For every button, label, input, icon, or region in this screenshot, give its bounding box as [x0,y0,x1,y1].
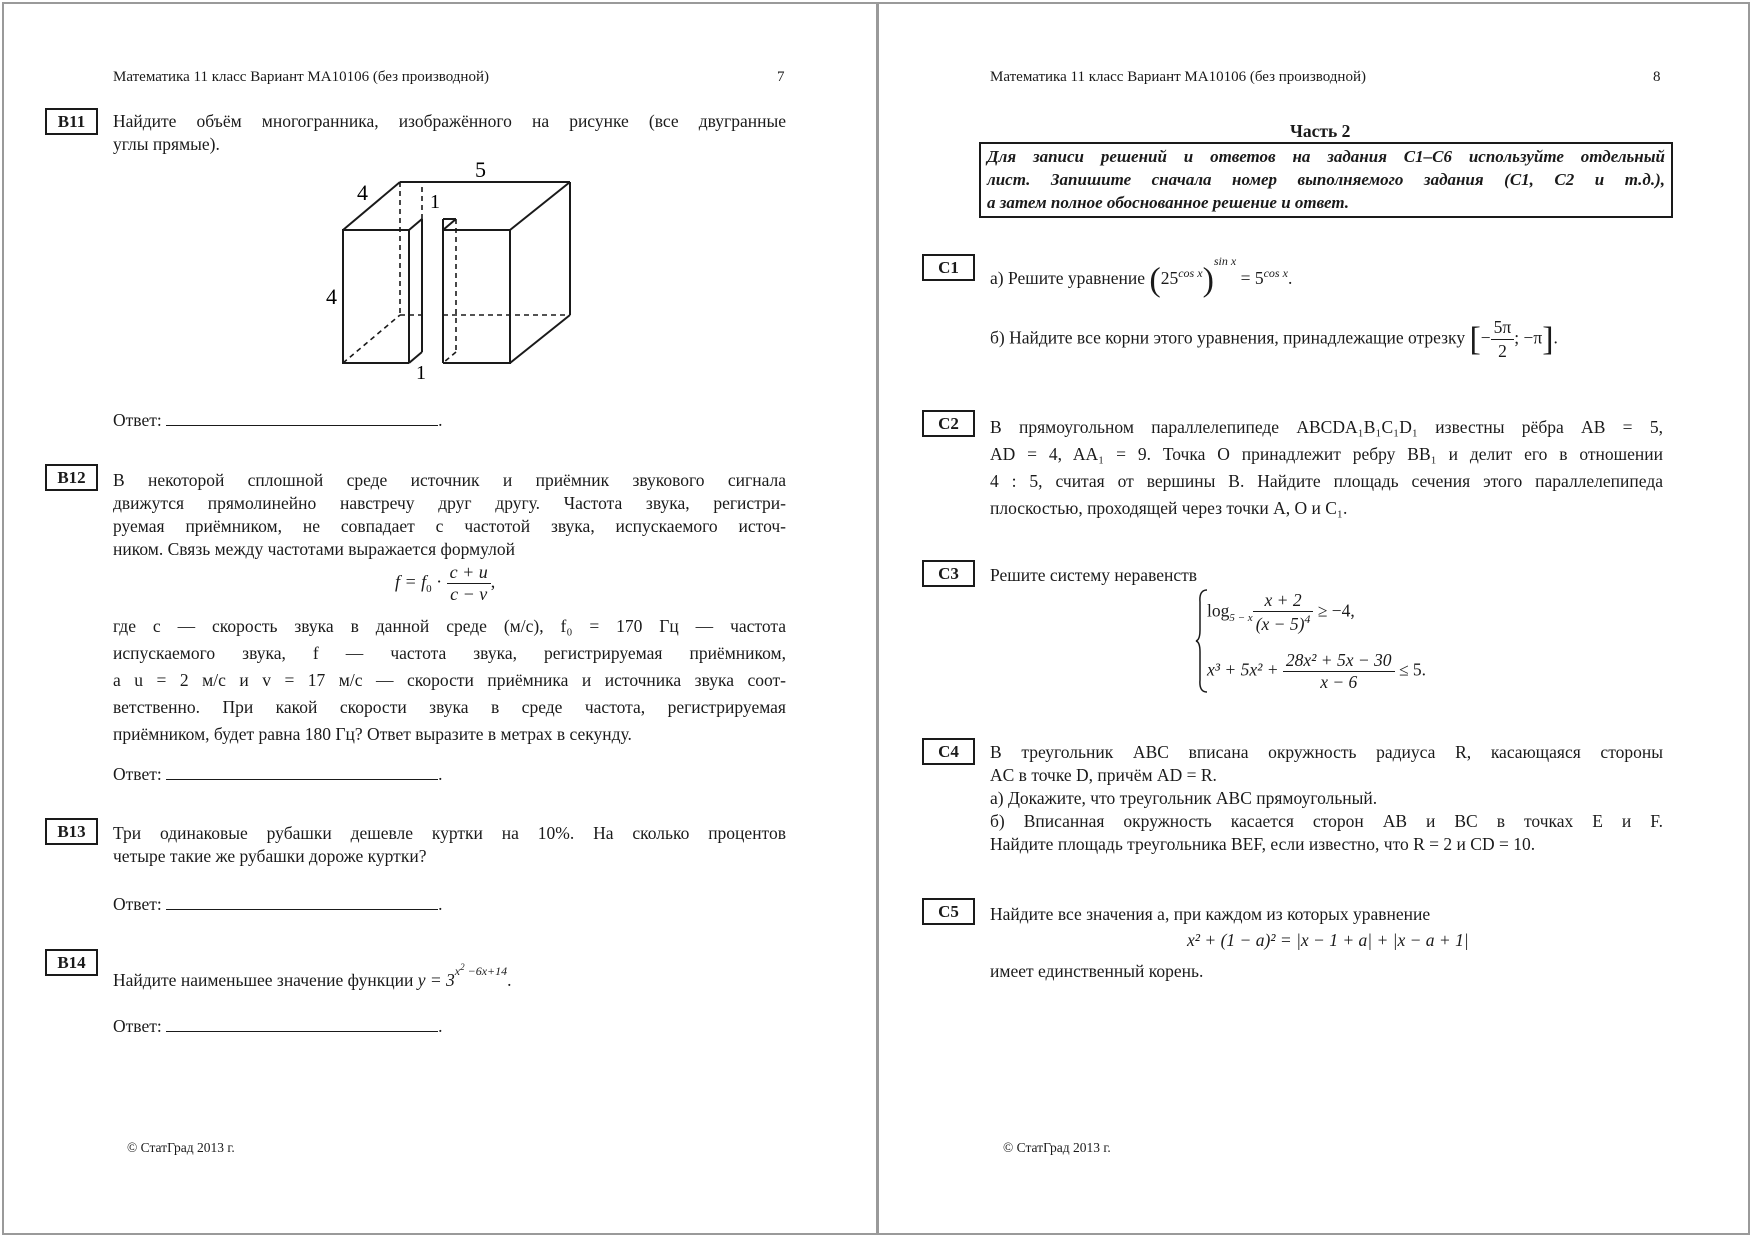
answer-dot: . [438,1016,443,1036]
c1-eq-exp: cos x [1178,266,1203,280]
c1-paren-open: ( [1149,261,1161,299]
task-label-c4: С4 [922,738,975,765]
c2-line3: 4 : 5, считая от вершины B. Найдите площадь сечения этого параллелепипеда [990,471,1663,491]
task-label-b12: B12 [45,464,98,491]
formula-fraction [447,562,491,605]
b11-text-line1: Найдите объём многогранника, изображённого на рисунке (все двугранные [113,111,786,131]
c3-inequality-2 [1207,650,1426,693]
b14-exp-c: −6x+14 [464,964,508,978]
b12-answer [113,764,442,785]
c1-part-b [990,316,1558,363]
task-label-b13: B13 [45,818,98,845]
b12-formula [395,562,495,605]
c3-log: log [1207,600,1230,621]
c1-eq-base: 25 [1160,267,1179,288]
c1-seg-minus: − [1480,327,1491,348]
b11-text-line2: углы прямые). [113,134,220,154]
c3-den-1: (x − 5) [1255,613,1305,634]
task-label-b11: B11 [45,108,98,135]
b12-line2: движутся прямолинейно навстречу друг другу. Частота звука, регистри- [113,493,786,513]
c1-eq-outer-exp: sin x [1213,254,1237,268]
c3-den-1-exp: 4 [1304,612,1311,626]
front-left-block [343,230,409,363]
c3-text: Решите систему неравенств [990,565,1198,585]
left-page-header: Математика 11 класс Вариант МА10106 (без производной) [113,69,489,85]
answer-line[interactable] [166,412,438,426]
b12-line3: руемая приёмником, не совпадает с частотой звука, испускаемого источ- [113,516,786,536]
c1-seg-end: . [1553,327,1558,348]
c5-line1: Найдите все значения a, при каждом из которых уравнение [990,904,1431,924]
c3-log-base: 5 − x [1229,611,1253,624]
c1-bracket-open: [ [1469,321,1481,358]
right-page-header: Математика 11 класс Вариант МА10106 (без производной) [990,69,1366,85]
front-right-block [443,230,510,363]
c3-rhs-2: ≤ 5. [1394,659,1427,680]
formula-dot: · [431,571,447,592]
instruction-line2: лист. Запишите сначала номер выполняемого задания (С1, С2 и т.д.), [987,170,1665,189]
b11-answer [113,410,442,431]
formula-end: , [490,571,496,592]
c5-line3: имеет единственный корень. [990,961,1204,981]
b13-line1: Три одинаковые рубашки дешевле куртки на 10%. На сколько процентов [113,823,786,843]
answer-label: Ответ: [113,1016,162,1036]
b14-text [113,960,786,992]
task-label-c1: С1 [922,254,975,281]
part-title: Часть 2 [1290,121,1351,141]
c4-line5: Найдите площадь треугольника BEF, если известно, что R = 2 и CD = 10. [990,834,1536,854]
b12-line7: а u = 2 м/с и v = 17 м/с — скорости приёмника и источника звука соот- [113,670,786,690]
c1-part-a [990,254,1293,299]
answer-line[interactable] [166,896,438,910]
c1-seg-fraction [1491,316,1515,363]
task-label-c3: С3 [922,560,975,587]
formula-lhs: f = f [395,571,427,592]
c1-eq-end: . [1287,267,1293,288]
formula-den: c − v [450,584,488,604]
c2-line2: AD = 4, AA₁ = 9. Точка O принадлежит ребру BB₁ и делит его в отношении [990,444,1663,464]
b12-line9: приёмником, будет равна 180 Гц? Ответ выразите в метрах в секунду. [113,724,632,744]
formula-num: c + u [447,562,491,584]
c3-num-2: 28x² + 5x − 30 [1283,650,1395,672]
c1-part-b-text: б) Найдите все корни этого уравнения, принадлежащие отрезку [990,327,1470,348]
right-page-footer: © СтатГрад 2013 г. [1003,1140,1111,1155]
c1-seg-rest: ; −π [1514,327,1543,348]
answer-label: Ответ: [113,410,162,430]
answer-dot: . [438,894,443,914]
task-label-b14: B14 [45,949,98,976]
c3-inequality-1 [1207,590,1355,635]
task-label-c2: С2 [922,410,975,437]
left-page-number: 7 [777,69,785,85]
b12-line5: где c — скорость звука в данной среде (м/с), f₀ = 170 Гц — частота [113,616,786,636]
b12-line1: В некоторой сплошной среде источник и приёмник звукового сигнала [113,470,786,490]
b13-text [113,822,786,868]
c3-rhs-1: ≥ −4, [1313,600,1355,621]
b12-line8: ветственно. При какой скорости звука в среде частота, регистрируемая [113,697,786,717]
task-label-c5: С5 [922,898,975,925]
b14-end: . [507,969,512,990]
c2-text [990,414,1663,522]
b14-answer [113,1016,442,1037]
c1-seg-den: 2 [1498,341,1507,361]
b13-answer [113,894,442,915]
c4-line4: б) Вписанная окружность касается сторон AB и BC в точках E и F. [990,811,1663,831]
figure-label-top-length: 5 [475,157,486,182]
c3-den-2: x − 6 [1320,672,1358,692]
polyhedron-figure [320,155,590,380]
c3-fraction-2 [1283,650,1395,693]
b12-line4: ником. Связь между частотами выражается формулой [113,539,515,559]
c1-paren-close: ) [1202,261,1214,299]
right-page-number: 8 [1653,69,1661,85]
b11-text [113,110,786,156]
answer-line[interactable] [166,766,438,780]
c1-bracket-close: ] [1542,321,1554,358]
answer-line[interactable] [166,1018,438,1032]
answer-label: Ответ: [113,894,162,914]
c2-line4: плоскостью, проходящей через точки A, O и C₁. [990,498,1348,518]
b12-line6: испускаемого звука, f — частота звука, регистрируемая приёмником, [113,643,786,663]
figure-label-gap-top: 1 [430,191,440,213]
figure-label-gap-bottom: 1 [416,362,426,380]
figure-label-height: 4 [326,284,337,309]
b12-text-cont [113,613,786,748]
c1-eq-rhs: = 5 [1236,267,1264,288]
instruction-box [979,142,1673,218]
answer-dot: . [438,764,443,784]
instruction-line1: Для записи решений и ответов на задания С1–С6 используйте отдельный [987,147,1665,166]
c5-equation: x² + (1 − a)² = |x − 1 + a| + |x − a + 1| [1187,930,1469,950]
answer-label: Ответ: [113,764,162,784]
b12-text [113,469,786,561]
figure-label-top-depth: 4 [357,180,368,205]
instruction-line3: а затем полное обоснованное решение и ответ. [987,193,1350,212]
c5-text [990,903,1663,926]
c4-line1: В треугольник ABC вписана окружность радиуса R, касающаяся стороны [990,742,1663,762]
b13-line2: четыре такие же рубашки дороже куртки? [113,846,427,866]
c1-seg-num: 5π [1491,316,1515,340]
formula-sub: 0 [426,583,432,596]
b14-exp-b: 2 [460,962,465,972]
c4-line3: а) Докажите, что треугольник ABC прямоугольный. [990,788,1378,808]
b14-question: Найдите наименьшее значение функции [113,969,418,990]
c4-line2: AC в точке D, причём AD = R. [990,765,1217,785]
b14-func-base: y = 3 [417,969,455,990]
c4-text [990,741,1663,856]
answer-dot: . [438,410,443,430]
c1-eq-rhs-exp: cos x [1263,266,1288,280]
c3-lhs-2: x³ + 5x² + [1207,659,1283,680]
c3-num-1: x + 2 [1253,590,1314,612]
c2-line1: В прямоугольном параллелепипеде ABCDA₁B₁C₁D₁ известны рёбра AB = 5, [990,417,1663,437]
b14-exp-a: x [454,964,461,978]
c1-part-a-text: а) Решите уравнение [990,267,1150,288]
c3-fraction-1 [1253,590,1314,635]
left-page-footer: © СтатГрад 2013 г. [127,1140,235,1155]
